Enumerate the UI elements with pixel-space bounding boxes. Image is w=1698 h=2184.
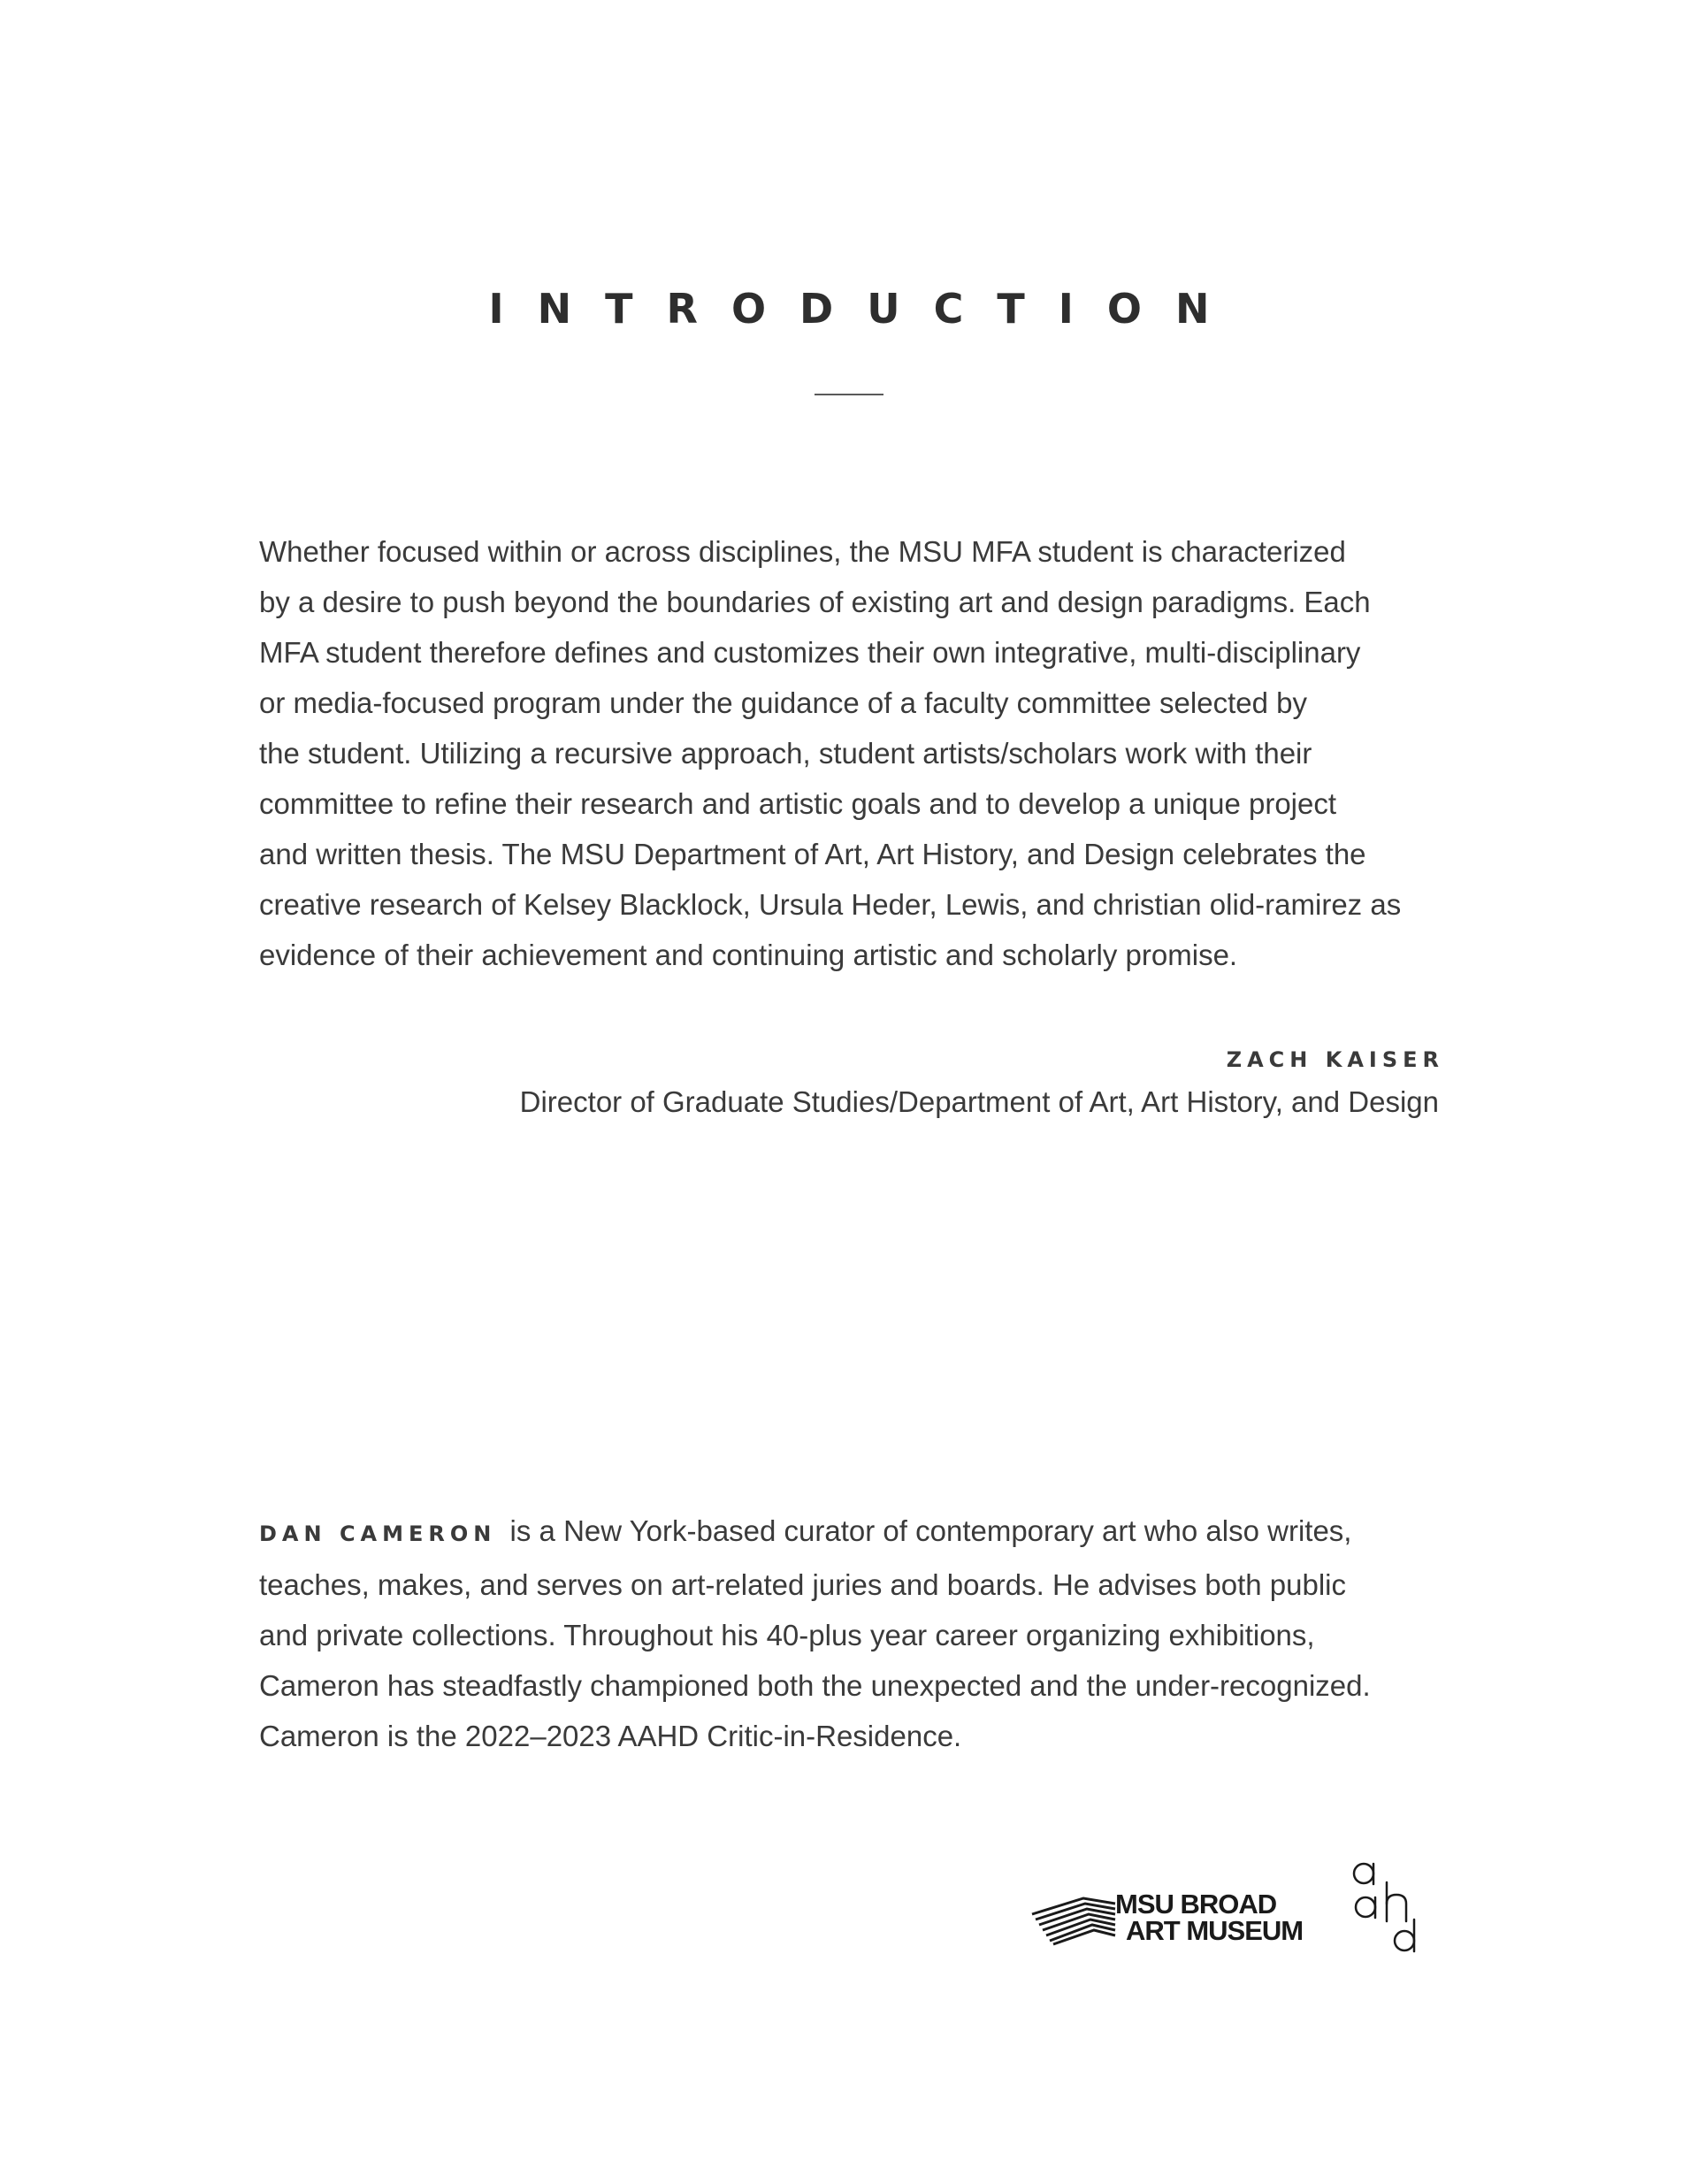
intro-line: committee to refine their research and artistic goals and to develop a unique project xyxy=(259,787,1337,820)
msu-broad-wordmark xyxy=(1115,1891,1303,1944)
aahd-logo-text xyxy=(0,0,1,1)
msu-broad-line1: MSU BROAD xyxy=(1115,1889,1277,1920)
intro-paragraph xyxy=(259,526,1453,980)
bio-line: Cameron has steadfastly championed both the unexpected and the under-recognized. xyxy=(259,1669,1371,1702)
aahd-monogram-icon xyxy=(1348,1858,1427,1955)
msu-broad-line2: ART MUSEUM xyxy=(1126,1915,1304,1946)
bio-first-line: is a New York-based curator of contemporary art who also writes, xyxy=(509,1514,1352,1547)
page-title: INTRODUCTION xyxy=(488,285,1243,333)
intro-line: or media-focused program under the guidance of a faculty committee selected by xyxy=(259,686,1307,719)
title-divider xyxy=(815,394,883,395)
attribution-block xyxy=(519,1042,1444,1127)
bio-line: and private collections. Throughout his 40-plus year career organizing exhibitions, xyxy=(259,1619,1315,1651)
bio-name: DAN CAMERON xyxy=(259,1521,497,1546)
bio-line xyxy=(259,1506,1453,1559)
intro-line: creative research of Kelsey Blacklock, Ursula Heder, Lewis, and christian olid-ramirez as xyxy=(259,888,1402,921)
intro-line: the student. Utilizing a recursive approach, student artists/scholars work with their xyxy=(259,737,1312,770)
bio-line: teaches, makes, and serves on art-related juries and boards. He advises both public xyxy=(259,1568,1347,1601)
attribution-name: ZACH KAISER xyxy=(1226,1047,1444,1072)
intro-line: evidence of their achievement and continuing artistic and scholarly promise. xyxy=(259,939,1238,971)
bio-line: Cameron is the 2022–2023 AAHD Critic-in-Residence. xyxy=(259,1720,962,1752)
msu-broad-mark-icon xyxy=(1030,1895,1119,1946)
intro-line: Whether focused within or across disciplines, the MSU MFA student is characterized xyxy=(259,535,1346,568)
intro-line: by a desire to push beyond the boundaries of existing art and design paradigms. Each xyxy=(259,586,1371,618)
msu-broad-logo xyxy=(1030,1889,1304,1948)
intro-line: MFA student therefore defines and customizes their own integrative, multi-disciplinary xyxy=(259,636,1361,669)
attribution-role: Director of Graduate Studies/Department of Art, Art History, and Design xyxy=(519,1085,1439,1118)
bio-paragraph xyxy=(259,1506,1453,1761)
intro-line: and written thesis. The MSU Department of Art, Art History, and Design celebrates the xyxy=(259,838,1366,870)
